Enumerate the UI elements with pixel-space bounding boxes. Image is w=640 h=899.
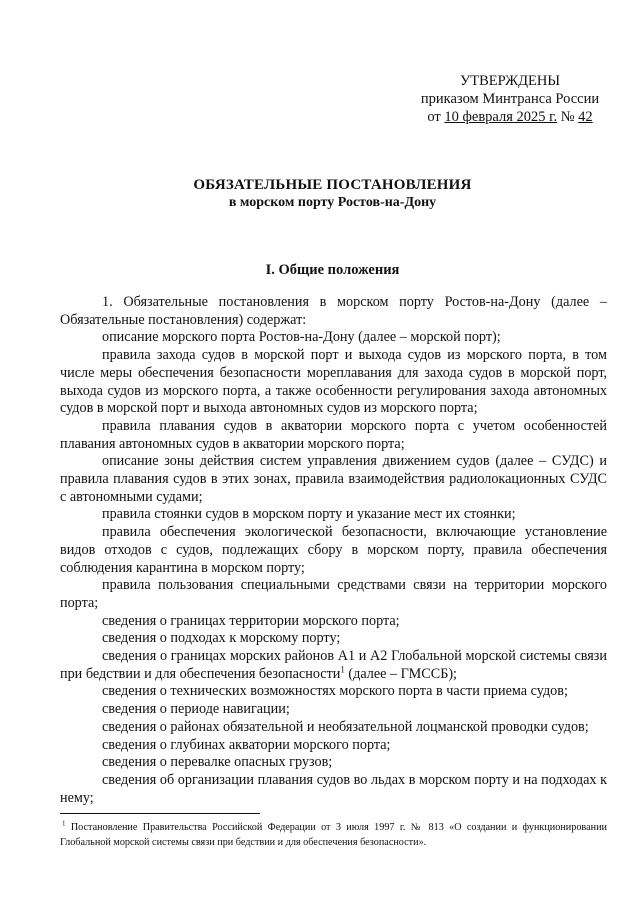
paragraph: сведения о глубинах акватории морского порта; [102, 736, 391, 753]
footnote-number: 1 [62, 819, 66, 828]
paragraph: сведения о районах обязательной и необязательной лоцманской проводки судов; [102, 718, 589, 735]
paragraph: сведения об организации плавания судов во льдах в морском порту и на подходах к нему; [60, 771, 607, 806]
paragraph: 1. Обязательные постановления в морском порту Ростов-на-Дону (далее – Обязательные постановления) содержат: [60, 294, 607, 328]
paragraph: описание зоны действия систем управления движением судов (далее – СУДС) и правила плавания судов в этих зонах, правила взаимодействия радиолокационных СУДС с автономными судами; [60, 453, 607, 505]
approval-date-line [405, 108, 615, 126]
document-title [60, 176, 605, 212]
footnote-divider [60, 813, 260, 814]
approval-heading: УТВЕРЖДЕНЫ [459, 73, 561, 89]
paragraph: сведения о перевалке опасных грузов; [102, 754, 333, 771]
document-body [60, 294, 607, 807]
approval-no-sign: № [560, 109, 575, 125]
approval-ot: от [427, 109, 441, 125]
paragraph: сведения о подходах к морскому порту; [102, 630, 341, 647]
paragraph: правила плавания судов в акватории морского порта с учетом особенностей плавания автономных судов в акватории морского порта; [60, 417, 607, 452]
footnote [60, 820, 607, 850]
footnote-text: Постановление Правительства Российской Федерации от 3 июля 1997 г. № 813 «О создании и функционировании Глобальной морской системы связи при бедствии и для обеспечения безопасности». [60, 822, 607, 848]
paragraph: сведения о технических возможностях морского порта в части приема судов; [102, 683, 568, 700]
approval-number: 42 [578, 109, 593, 125]
paragraph: правила обеспечения экологической безопасности, включающие установление видов отходов с судов, подлежащих сбору в морском порту, правила обеспечения соблюдения карантина в морском порту; [60, 524, 607, 576]
approval-date: 10 февраля 2025 г. [444, 109, 558, 125]
approval-order: приказом Минтранса России [420, 91, 600, 107]
paragraph: правила стоянки судов в морском порту и указание мест их стоянки; [102, 506, 516, 523]
approval-stamp [405, 72, 615, 126]
paragraph: правила пользования специальными средствами связи на территории морского порта; [60, 577, 607, 611]
paragraph: сведения о периоде навигации; [102, 701, 290, 718]
title-line-2: в морском порту Ростов-на-Дону [228, 195, 437, 210]
footnote-reference[interactable]: 1 [340, 664, 345, 675]
paragraph-gmssb [60, 648, 607, 683]
paragraph: сведения о границах территории морского порта; [102, 612, 400, 629]
paragraph: правила захода судов в морской порт и выхода судов из морского порта, в том числе меры обеспечения безопасности мореплавания для захода судов в морской порт, выхода судов из морского порта, а также особенности регулирования захода автономных судов в морской порт и выхода автономных судов из морского порта; [60, 347, 607, 417]
paragraph: описание морского порта Ростов-на-Дону (далее – морской порт); [102, 329, 501, 346]
gmssb-text: сведения о границах морских районов А1 и А2 Глобальной морской системы связи при бедствии и для обеспечения безопасности [60, 648, 607, 682]
section-heading: I. Общие положения [265, 262, 400, 278]
gmssb-after: (далее – ГМССБ); [344, 665, 458, 682]
title-line-1: ОБЯЗАТЕЛЬНЫЕ ПОСТАНОВЛЕНИЯ [193, 177, 472, 193]
